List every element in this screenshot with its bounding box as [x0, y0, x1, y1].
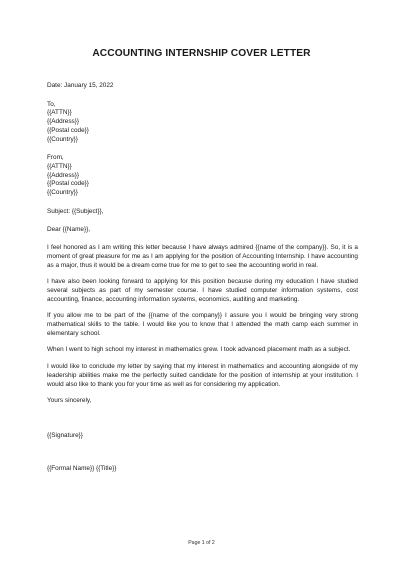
to-attn: {{ATTN}} — [47, 109, 72, 117]
from-attn: {{ATTN}} — [47, 162, 72, 170]
paragraph-2: I have also been looking forward to applying for this position because during my education I have studied several subjects as part of my semester course. I have studied computer information systems, cost accounting, finance, accounting information systems, economics, auditing and marketing. — [47, 278, 358, 303]
to-country: {{Country}} — [47, 135, 78, 143]
to-postal-code: {{Postal code}} — [47, 126, 89, 134]
from-country: {{Country}} — [47, 189, 78, 197]
name-title: {{Formal Name}} {{Title}} — [47, 464, 117, 472]
recipient-block — [47, 101, 358, 145]
signature: {{Signature}} — [47, 431, 83, 439]
from-address: {{Address}} — [47, 171, 79, 179]
to-label: To, — [47, 100, 56, 108]
closing: Yours sincerely, — [47, 397, 92, 405]
paragraph-1: I feel honored as I am writing this letter because I have always admired {{name of the company}}. So, it is a moment of great pleasure for me as I am applying for the position of Accounting Internship. I have accounting as a major, thus it would be a dream come true for me to get to see the accounting world in real. — [47, 244, 358, 269]
salutation: Dear {{Name}}, — [47, 226, 90, 234]
paragraph-4: When I went to high school my interest in mathematics grew. I took advanced placement math as a subject. — [47, 346, 351, 354]
subject-line: Subject: {{Subject}}, — [47, 207, 104, 215]
date-line: Date: January 15, 2022 — [47, 82, 114, 89]
page-number: Page 1 of 2 — [188, 540, 215, 546]
paragraph-3: If you allow me to be part of the {{name of the company}} I assure you I would be bringing very strong mathematical skills to the table. I would like you to know that I attended the math camp each summer in elementary school. — [47, 312, 358, 337]
to-address: {{Address}} — [47, 118, 79, 126]
sender-block — [47, 154, 358, 198]
document-title: ACCOUNTING INTERNSHIP COVER LETTER — [92, 48, 311, 59]
paragraph-5: I would like to conclude my letter by saying that my interest in mathematics and accounting alongside of my leadership abilities make me the perfectly suited candidate for the position of internship at your institution. I would also like to thank you for your time as well as for considering my application. — [47, 363, 358, 388]
from-postal-code: {{Postal code}} — [47, 180, 89, 188]
from-label: From, — [47, 154, 64, 162]
letter-body — [47, 82, 358, 473]
